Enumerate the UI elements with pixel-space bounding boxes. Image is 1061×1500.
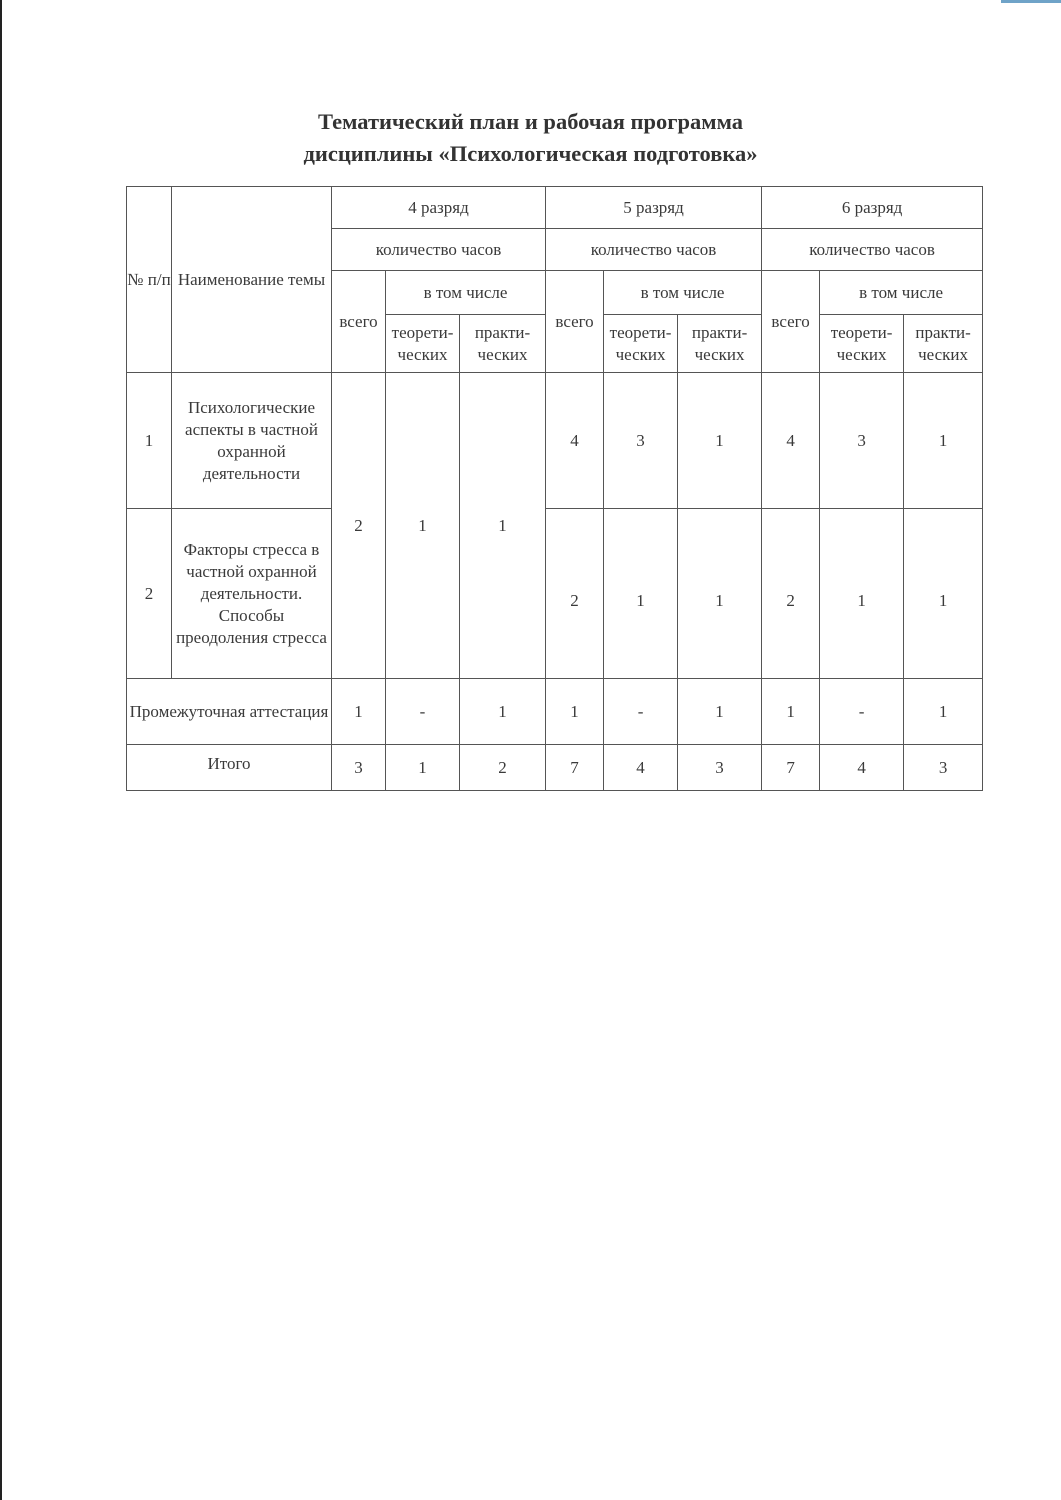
row-number: 2: [127, 509, 172, 679]
total-row: [127, 745, 983, 791]
header-row-grades: [127, 187, 983, 229]
header-including-4: в том числе: [386, 271, 546, 315]
interim-g6-practice: 1: [904, 679, 983, 745]
cell-g6-theory: 1: [820, 509, 904, 679]
interim-g4-total: 1: [332, 679, 386, 745]
interim-g4-practice: 1: [460, 679, 546, 745]
scan-left-edge: [0, 0, 2, 1500]
header-grade-4: 4 разряд: [332, 187, 546, 229]
header-including-5: в том числе: [604, 271, 762, 315]
total-g5-total: 7: [546, 745, 604, 791]
cell-g5-theory: 3: [604, 373, 678, 509]
interim-g5-total: 1: [546, 679, 604, 745]
scan-top-mark: [1001, 0, 1061, 3]
header-hours-5: количество часов: [546, 229, 762, 271]
cell-g4-total: 2: [332, 373, 386, 679]
header-total-4: всего: [332, 271, 386, 373]
cell-g6-total: 2: [762, 509, 820, 679]
cell-g6-practice: 1: [904, 509, 983, 679]
header-grade-5: 5 разряд: [546, 187, 762, 229]
cell-g6-total: 4: [762, 373, 820, 509]
header-practice-6: практи-ческих: [904, 315, 983, 373]
cell-g5-practice: 1: [678, 373, 762, 509]
total-g4-practice: 2: [460, 745, 546, 791]
interim-g6-theory: -: [820, 679, 904, 745]
total-g5-practice: 3: [678, 745, 762, 791]
header-number: № п/п: [127, 187, 172, 373]
interim-g6-total: 1: [762, 679, 820, 745]
total-g6-practice: 3: [904, 745, 983, 791]
header-topic-name: Наименование темы: [172, 187, 332, 373]
header-including-6: в том числе: [820, 271, 983, 315]
header-practice-5: практи-ческих: [678, 315, 762, 373]
total-g4-theory: 1: [386, 745, 460, 791]
total-g6-theory: 4: [820, 745, 904, 791]
cell-g5-total: 2: [546, 509, 604, 679]
cell-g6-theory: 3: [820, 373, 904, 509]
title-line-1: Тематический план и рабочая программа: [317, 109, 744, 134]
cell-g5-total: 4: [546, 373, 604, 509]
total-g5-theory: 4: [604, 745, 678, 791]
cell-g6-practice: 1: [904, 373, 983, 509]
interim-g5-practice: 1: [678, 679, 762, 745]
total-g6-total: 7: [762, 745, 820, 791]
table-row: [127, 509, 983, 679]
header-theory-4: теорети-ческих: [386, 315, 460, 373]
cell-g4-practice: 1: [460, 373, 546, 679]
header-theory-6: теорети-ческих: [820, 315, 904, 373]
cell-g5-practice: 1: [678, 509, 762, 679]
table-row: [127, 373, 983, 509]
header-theory-5: теорети-ческих: [604, 315, 678, 373]
cell-g4-theory: 1: [386, 373, 460, 679]
row-number: 1: [127, 373, 172, 509]
total-g4-total: 3: [332, 745, 386, 791]
header-hours-4: количество часов: [332, 229, 546, 271]
row-topic-name: Факторы стресса в частной охранной деятельности. Способы преодоления стресса: [172, 509, 332, 679]
header-total-6: всего: [762, 271, 820, 373]
row-topic-name: Психологические аспекты в частной охранной деятельности: [172, 373, 332, 509]
total-label: Итого: [127, 745, 332, 791]
header-total-5: всего: [546, 271, 604, 373]
title-line-2: дисциплины «Психологическая подготовка»: [303, 141, 758, 166]
header-grade-6: 6 разряд: [762, 187, 983, 229]
header-practice-4: практи-ческих: [460, 315, 546, 373]
cell-g5-theory: 1: [604, 509, 678, 679]
interim-label: Промежуточная аттестация: [127, 679, 332, 745]
document-title: [0, 106, 1061, 170]
interim-g4-theory: -: [386, 679, 460, 745]
thematic-plan-table: [126, 186, 983, 791]
interim-row: [127, 679, 983, 745]
header-hours-6: количество часов: [762, 229, 983, 271]
interim-g5-theory: -: [604, 679, 678, 745]
